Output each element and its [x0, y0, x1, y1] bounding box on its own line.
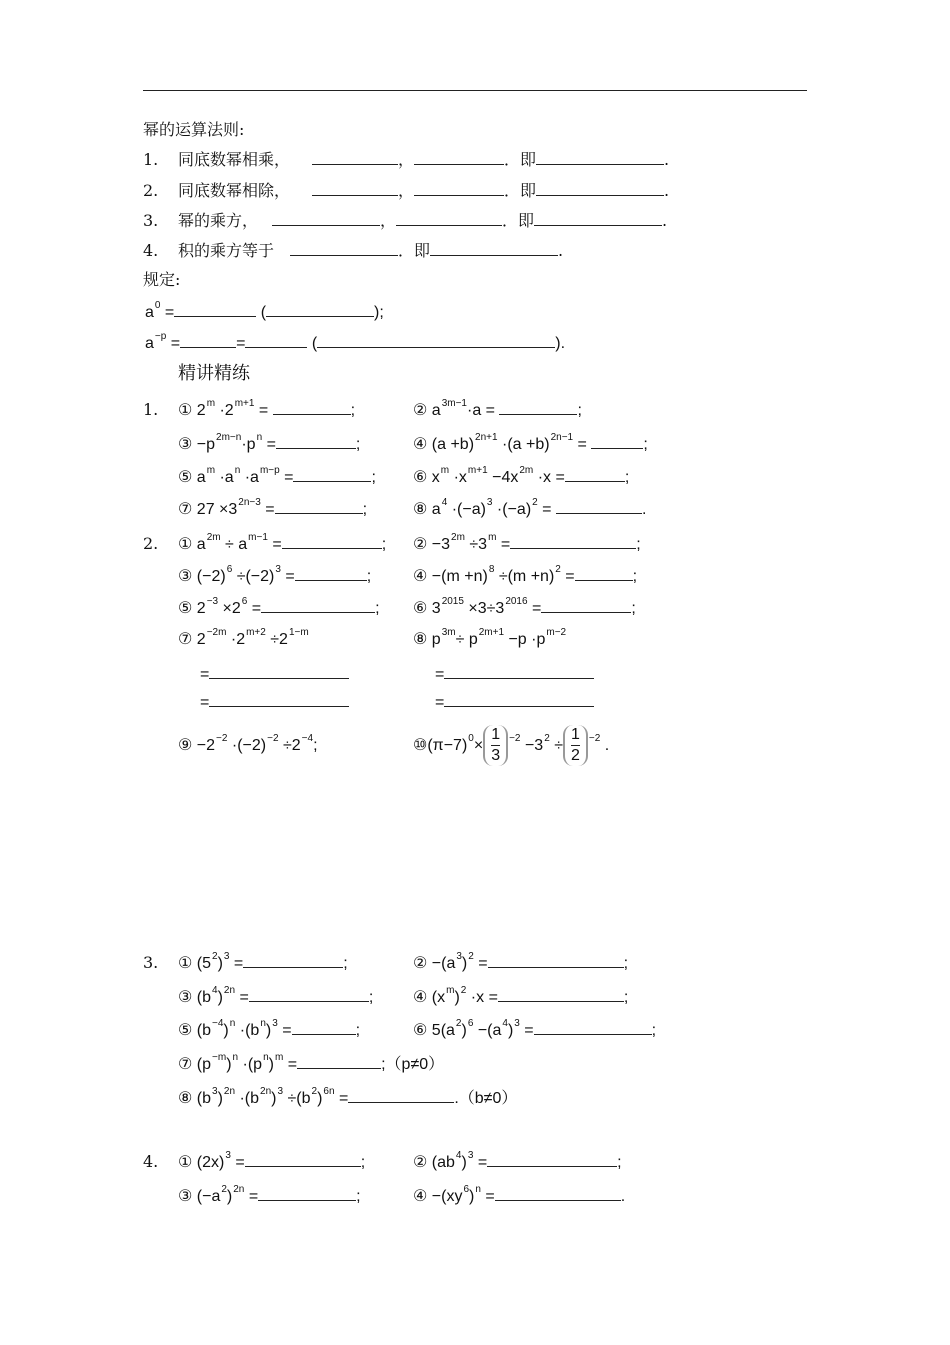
section-4-num: 4.: [143, 1152, 159, 1171]
q2-7-step2: =: [200, 692, 349, 713]
q1-3: ③ $-p^{2m-n}\cdot p^n$ = ;: [178, 432, 361, 453]
practice-heading: 精讲精练: [178, 363, 250, 384]
q3-2: ② $-(a^3)^2$ = ;: [413, 951, 629, 972]
law-1-blanks: ， ．即 .: [312, 150, 669, 170]
fraction-one-half: $\frac{1}{2}$: [563, 725, 588, 766]
q2-10: $⑩(\pi-7)^0\times$ $\frac{1}{3}$ $^{-2} -3^2$ ÷ $\frac{1}{2}$ $^{-2}$ .: [413, 726, 610, 765]
define-a0: $a^0$ = ( );: [145, 300, 384, 321]
rules-heading: 幂的运算法则:: [143, 120, 245, 139]
q4-3: ③ $(-a^2)^{2n}$ = ;: [178, 1184, 361, 1205]
q1-5: ⑤ $a^m \cdot a^n \cdot a^{m-p}$ = ;: [178, 465, 376, 486]
fraction-one-third: $\frac{1}{3}$: [483, 725, 508, 766]
q1-8: ⑧ $a^4 \cdot(-a)^3 \cdot(-a)^2$ = .: [413, 497, 647, 518]
law-4-num: 4.: [143, 241, 159, 260]
q4-2: ② $(ab^4)^3$ = ;: [413, 1150, 622, 1171]
q2-6: ⑥ $3^{2015} \times 3\div 3^{2016}$ = ;: [413, 596, 636, 617]
q3-8: ⑧ $(b^3)^{2n} \cdot(b^{2n})^3 \div(b^2)^{6n} = .(b\ne 0)$: [178, 1086, 518, 1107]
law-1-num: 1.: [143, 150, 159, 169]
q3-7: ⑦ $(p^{-m})^n \cdot(p^n)^m$ = ;（p≠0）: [178, 1052, 445, 1073]
law-2-blanks: ， ．即 .: [312, 181, 669, 201]
section-1-num: 1.: [143, 400, 159, 419]
law-3-text: 幂的乘方，: [178, 211, 259, 230]
law-1-text: 同底数幂相乘，: [178, 150, 291, 169]
q2-5: ⑤ $2^{-3} \times 2^6$ = ;: [178, 596, 380, 617]
law-1-ji: 即: [520, 150, 537, 169]
q3-6: ⑥ $5(a^2)^6 -(a^4)^3$ = ;: [413, 1018, 657, 1039]
q3-5: ⑤ $(b^{-4})^n \cdot(b^n)^3$ = ;: [178, 1018, 361, 1039]
q2-8-step1: =: [435, 664, 594, 685]
q2-3: ③ $(-2)^6 \div(-2)^3$ = ;: [178, 564, 372, 585]
q3-4: ④ $(x^m)^2 \cdot x$ = ;: [413, 985, 629, 1006]
q2-7: ⑦ $2^{-2m} \cdot 2^{m+2} \div 2^{1-m}$: [178, 627, 309, 648]
law-3-ji: 即: [518, 211, 535, 230]
define-a-neg-p: $a^{-p}$ = = ( ).: [145, 331, 566, 352]
top-rule: [143, 90, 807, 91]
q4-1: ① $(2x)^3$ = ;: [178, 1150, 366, 1171]
q2-8-step2: =: [435, 692, 594, 713]
q2-1: ① $a^{2m} \div a^{m-1}$ = ;: [178, 532, 387, 553]
q1-7: ⑦ $27 \times 3^{2n-3}$ = ;: [178, 497, 368, 518]
law-2-text: 同底数幂相除，: [178, 181, 291, 200]
law-2-num: 2.: [143, 181, 159, 200]
law-3-blanks: ， ．即 .: [272, 211, 667, 231]
q1-4: ④ $(a +b)^{2n+1} \cdot(a +b)^{2n-1}$ = ;: [413, 432, 648, 453]
q2-8: ⑧ $p^{3m}\div p^{2m+1} -p \cdot p^{m-2}$: [413, 627, 567, 648]
q2-2: ② $-3^{2m} \div 3^m$ = ;: [413, 532, 641, 553]
q1-2: ② $a^{3m-1}\cdot a$ = ;: [413, 398, 582, 419]
q4-4: ④ $-(xy^6)^n$ = .: [413, 1184, 626, 1205]
q1-1: ① $2^m \cdot 2^{m+1}$ = ;: [178, 398, 356, 419]
law-3-num: 3.: [143, 211, 159, 230]
law-4-blanks: ．即 .: [290, 241, 563, 261]
q3-3: ③ $(b^4)^{2n}$ = ;: [178, 985, 374, 1006]
law-4-text: 积的乘方等于: [178, 241, 275, 260]
q2-7-step1: =: [200, 664, 349, 685]
law-4-ji: 即: [414, 241, 431, 260]
q2-9: ⑨ $-2^{-2} \cdot(-2)^{-2} \div 2^{-4}$;: [178, 733, 318, 754]
define-heading: 规定:: [143, 270, 181, 289]
q2-4: ④ $-(m +n)^8 \div(m +n)^2$ = ;: [413, 564, 638, 585]
q1-6: ⑥ $x^m \cdot x^{m+1} -4x^{2m} \cdot x$ = ;: [413, 465, 630, 486]
q3-1: ① $(5^2)^3$ = ;: [178, 951, 348, 972]
law-2-ji: 即: [520, 181, 537, 200]
section-2-num: 2.: [143, 534, 159, 553]
section-3-num: 3.: [143, 953, 159, 972]
